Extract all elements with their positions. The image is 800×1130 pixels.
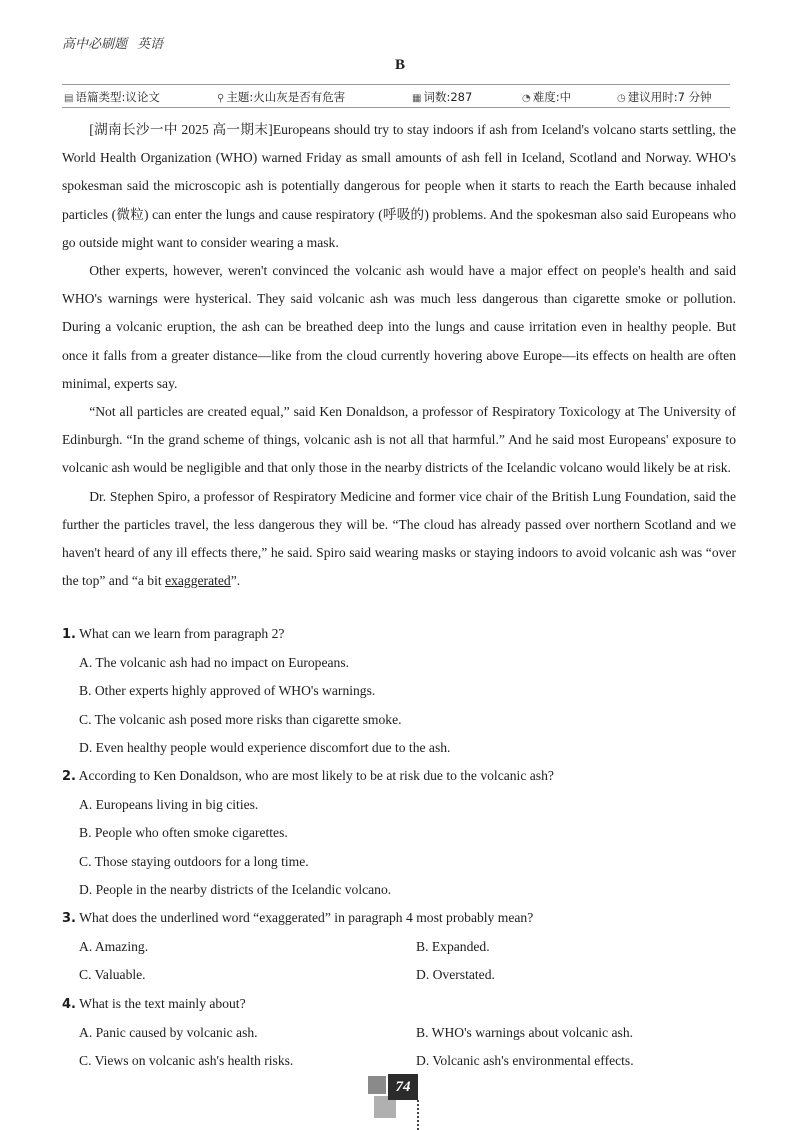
- question-stem: What can we learn from paragraph 2?: [79, 626, 285, 641]
- underlined-word: exaggerated: [165, 573, 231, 589]
- counter-icon: ▦: [412, 93, 422, 104]
- theme-item: [217, 89, 345, 105]
- paragraph-1-text: Europeans should try to stay indoors if ash from Iceland's volcano starts settling, the World Health Organization (WHO) warned Friday as small amounts of ash fell in Iceland, Scotland and Norway. WHO's spokesman said the microscopic ash is potentially dangerous for people when it starts to reach the Earth because inhaled particles (微粒) can enter the lungs and cause respiratory (呼吸的) problems. And the spokesman also said Europeans who go outside might want to consider wearing a mask.: [62, 122, 736, 250]
- question-4: [62, 990, 736, 1076]
- theme-label: 主题:火山灰是否有危害: [226, 90, 346, 104]
- question-3: [62, 904, 736, 990]
- difficulty-label: 难度:中: [532, 90, 572, 104]
- gauge-icon: ◔: [522, 93, 531, 104]
- decor-dots: [417, 1100, 421, 1130]
- question-stem: What does the underlined word “exaggerated” in paragraph 4 most probably mean?: [79, 910, 534, 926]
- option-d[interactable]: D. Even healthy people would experience discomfort due to the ash.: [79, 739, 451, 755]
- question-list: [62, 620, 736, 1075]
- paragraph-3: “Not all particles are created equal,” said Ken Donaldson, a professor of Respiratory Toxicology at The University of Edinburgh. “In the grand scheme of things, volcanic ash is not all that harmful.” And he said most Europeans' exposure to volcanic ash would be negligible and that only those in the nearby districts of the Icelandic volcano would likely be at risk.: [62, 404, 736, 476]
- option-d[interactable]: D. Volcanic ash's environmental effects.: [416, 1053, 634, 1069]
- search-icon: ⚲: [217, 93, 225, 104]
- paragraph-4: Dr. Stephen Spiro, a professor of Respiratory Medicine and former vice chair of the British Lung Foundation, said the further the particles travel, the less dangerous they will be. “The cloud has already passed over northern Scotland and we haven't heard of any ill effects there,” he said. Spiro said wearing masks or staying indoors to avoid volcanic ash was “over the top” and “a bit exaggerated”.: [62, 488, 736, 589]
- page-header: [62, 33, 163, 52]
- option-c[interactable]: C. The volcanic ash posed more risks than cigarette smoke.: [79, 711, 402, 727]
- question-2: [62, 762, 736, 904]
- option-c[interactable]: C. Those staying outdoors for a long time.: [79, 853, 309, 869]
- reading-passage: [62, 116, 736, 595]
- option-b[interactable]: B. Expanded.: [416, 939, 490, 955]
- option-d[interactable]: D. Overstated.: [416, 967, 495, 983]
- option-c[interactable]: C. Valuable.: [79, 967, 146, 983]
- document-icon: ▤: [64, 93, 74, 104]
- word-count-item: [412, 89, 472, 105]
- source-label: [湖南长沙一中 2025 高一期末]: [89, 122, 273, 137]
- question-number: 4.: [62, 996, 76, 1012]
- option-d[interactable]: D. People in the nearby districts of the Icelandic volcano.: [79, 881, 392, 897]
- question-number: 2.: [62, 769, 76, 785]
- question-stem: According to Ken Donaldson, who are most likely to be at risk due to the volcanic ash?: [78, 768, 554, 784]
- page-number: 74: [388, 1074, 418, 1100]
- time-label: 建议用时:7 分钟: [627, 90, 712, 104]
- question-1: [62, 620, 736, 762]
- option-a[interactable]: A. Panic caused by volcanic ash.: [79, 1024, 258, 1040]
- question-number: 3.: [62, 911, 76, 927]
- subject-label: 英语: [137, 37, 164, 52]
- paragraph-1: [62, 116, 736, 257]
- decor-square: [368, 1076, 386, 1094]
- text-type-item: [64, 89, 160, 105]
- difficulty-item: [522, 89, 571, 105]
- question-stem: What is the text mainly about?: [79, 995, 246, 1011]
- info-bar: [62, 84, 730, 108]
- option-b[interactable]: B. Other experts highly approved of WHO's warnings.: [79, 683, 376, 699]
- option-b[interactable]: B. WHO's warnings about volcanic ash.: [416, 1024, 634, 1040]
- option-a[interactable]: A. Europeans living in big cities.: [79, 797, 259, 813]
- book-title: 高中必刷题: [62, 37, 128, 52]
- section-letter: B: [394, 57, 405, 73]
- text-type-label: 语篇类型:议论文: [75, 90, 160, 104]
- time-item: [617, 89, 712, 105]
- option-a[interactable]: A. Amazing.: [79, 939, 149, 955]
- option-b[interactable]: B. People who often smoke cigarettes.: [79, 825, 288, 841]
- clock-icon: ◷: [617, 93, 626, 104]
- paragraph-2: Other experts, however, weren't convinced the volcanic ash would have a major effect on people's health and said WHO's warnings were hysterical. They said volcanic ash was much less dangerous than cigarette smoke or pollution. During a volcanic eruption, the ash can be breathed deep into the lungs and cause irritation even in healthy people. But once it falls from a greater distance—like from the cloud currently hovering above Europe—its effects on health are often minimal, experts say.: [62, 263, 736, 391]
- option-c[interactable]: C. Views on volcanic ash's health risks.: [79, 1053, 294, 1069]
- option-a[interactable]: A. The volcanic ash had no impact on Europeans.: [79, 655, 350, 671]
- word-count-label: 词数:287: [423, 90, 473, 104]
- question-number: 1.: [62, 627, 76, 642]
